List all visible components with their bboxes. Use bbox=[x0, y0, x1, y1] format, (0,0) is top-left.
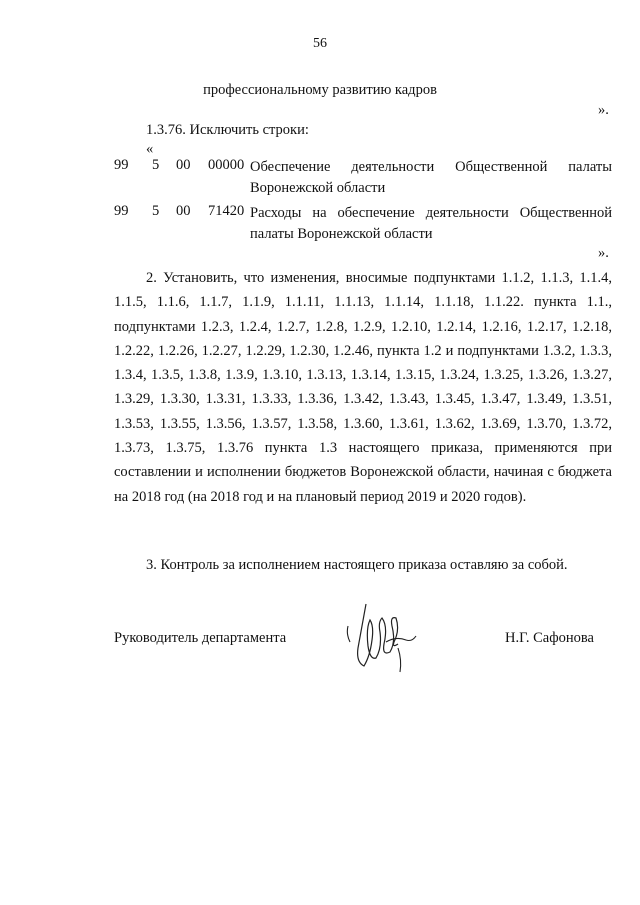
code-column-3: 00 bbox=[176, 157, 191, 173]
opening-quote: « bbox=[146, 141, 154, 157]
paragraph-2: 2. Установить, что изменения, вносимые подпунктами 1.1.2, 1.1.3, 1.1.4, 1.1.5, 1.1.6, 1.1.7, 1.1.9, 1.1.11, 1.1.13, 1.1.14, 1.1.18, 1.1.22. пункта 1.1., подпунктами 1.2.3, 1.2.4, 1.2.7, 1.2.8, 1.2.9, 1.2.10, 1.2.14, 1.2.16, 1.2.17, 1.2.18, 1.2.22, 1.2.26, 1.2.27, 1.2.29, 1.2.30, 1.2.46, пункта 1.2 и подпунктами 1.3.2, 1.3.3, 1.3.4, 1.3.5, 1.3.8, 1.3.9, 1.3.10, 1.3.13, 1.3.14, 1.3.15, 1.3.24, 1.3.25, 1.3.26, 1.3.27, 1.3.29, 1.3.30, 1.3.31, 1.3.33, 1.3.36, 1.3.42, 1.3.43, 1.3.45, 1.3.47, 1.3.49, 1.3.51, 1.3.53, 1.3.55, 1.3.56, 1.3.57, 1.3.58, 1.3.60, 1.3.61, 1.3.62, 1.3.69, 1.3.70, 1.3.72, 1.3.73, 1.3.75, 1.3.76 пункта 1.3 настоящего приказа, применяются при составлении и исполнении бюджетов Воронежской области, начиная с бюджета на 2018 год (на 2018 год и на плановый период 2019 и 2020 годов). bbox=[114, 270, 612, 505]
code-column-4: 00000 bbox=[208, 157, 245, 173]
closing-quote: ». bbox=[598, 102, 609, 118]
closing-quote: ». bbox=[598, 245, 609, 261]
code-column-1: 99 bbox=[114, 203, 129, 219]
code-column-1: 99 bbox=[114, 157, 129, 173]
handwritten-signature bbox=[336, 596, 426, 678]
code-column-3: 00 bbox=[176, 203, 191, 219]
code-description: Обеспечение деятельности Общественной палаты Воронежской области bbox=[250, 159, 612, 196]
code-description: Расходы на обеспечение деятельности Общественной палаты Воронежской области bbox=[250, 205, 612, 242]
signatory-name: Н.Г. Сафонова bbox=[505, 630, 594, 646]
paragraph-3: 3. Контроль за исполнением настоящего приказа оставляю за собой. bbox=[146, 557, 568, 573]
code-column-2: 5 bbox=[152, 203, 160, 219]
code-column-2: 5 bbox=[152, 157, 160, 173]
signatory-role: Руководитель департамента bbox=[114, 630, 287, 646]
code-column-4: 71420 bbox=[208, 203, 245, 219]
page-number: 56 bbox=[313, 36, 327, 51]
item-1-3-76-title: 1.3.76. Исключить строки: bbox=[146, 122, 309, 138]
continued-text: профессиональному развитию кадров bbox=[203, 82, 437, 98]
